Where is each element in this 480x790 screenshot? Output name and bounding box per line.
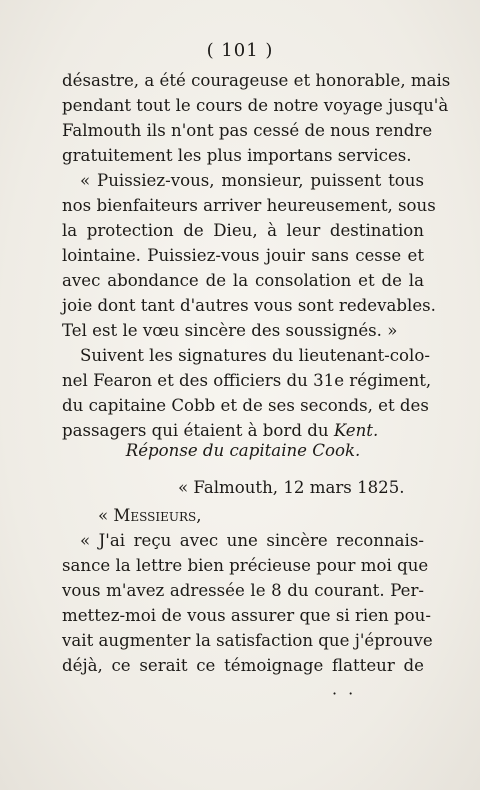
text-line: vous m'avez adressée le 8 du courant. Per- bbox=[62, 581, 424, 600]
section-heading: Réponse du capitaine Cook. bbox=[125, 441, 361, 460]
text-line: du capitaine Cobb et de ses seconds, et des bbox=[62, 396, 429, 415]
text-line: joie dont tant d'autres vous sont redevables. bbox=[62, 296, 436, 315]
dateline: « Falmouth, 12 mars 1825. bbox=[178, 478, 405, 497]
text-line: sance la lettre bien précieuse pour moi que bbox=[62, 556, 429, 575]
catchword-marks: · · bbox=[332, 684, 357, 703]
text-line: désastre, a été courageuse et honorable, mais bbox=[62, 71, 451, 90]
text-line bbox=[62, 423, 424, 440]
page-number: ( 101 ) bbox=[206, 40, 274, 61]
text-line: la protection de Dieu, à leur destination bbox=[62, 221, 424, 240]
text-line: déjà, ce serait ce témoignage flatteur de bbox=[62, 656, 424, 675]
text-line: vait augmenter la satisfaction que j'éprouve bbox=[62, 631, 433, 650]
text-line-body: passagers qui étaient à bord du bbox=[62, 421, 334, 440]
text-line: avec abondance de la consolation et de la bbox=[62, 271, 424, 290]
text-line: nos bienfaiteurs arriver heureusement, sous bbox=[62, 196, 436, 215]
text-line: lointaine. Puissiez-vous jouir sans cesse et bbox=[62, 246, 424, 265]
text-line: mettez-moi de vous assurer que si rien pou- bbox=[62, 606, 431, 625]
text-line: nel Fearon et des officiers du 31e régiment, bbox=[62, 371, 432, 390]
text-line: gratuitement les plus importans services. bbox=[62, 146, 412, 165]
text-line: « Puissiez-vous, monsieur, puissent tous bbox=[80, 171, 424, 190]
text-line: Tel est le vœu sincère des soussignés. » bbox=[62, 321, 398, 340]
ship-name: Kent. bbox=[333, 421, 379, 440]
salutation: « Messieurs, bbox=[98, 506, 202, 525]
text-line: Suivent les signatures du lieutenant-colo- bbox=[80, 346, 430, 365]
text-line: Falmouth ils n'ont pas cessé de nous rendre bbox=[62, 121, 433, 140]
text-line: pendant tout le cours de notre voyage jusqu'à bbox=[62, 96, 449, 115]
text-line: « J'ai reçu avec une sincère reconnais- bbox=[80, 531, 424, 550]
